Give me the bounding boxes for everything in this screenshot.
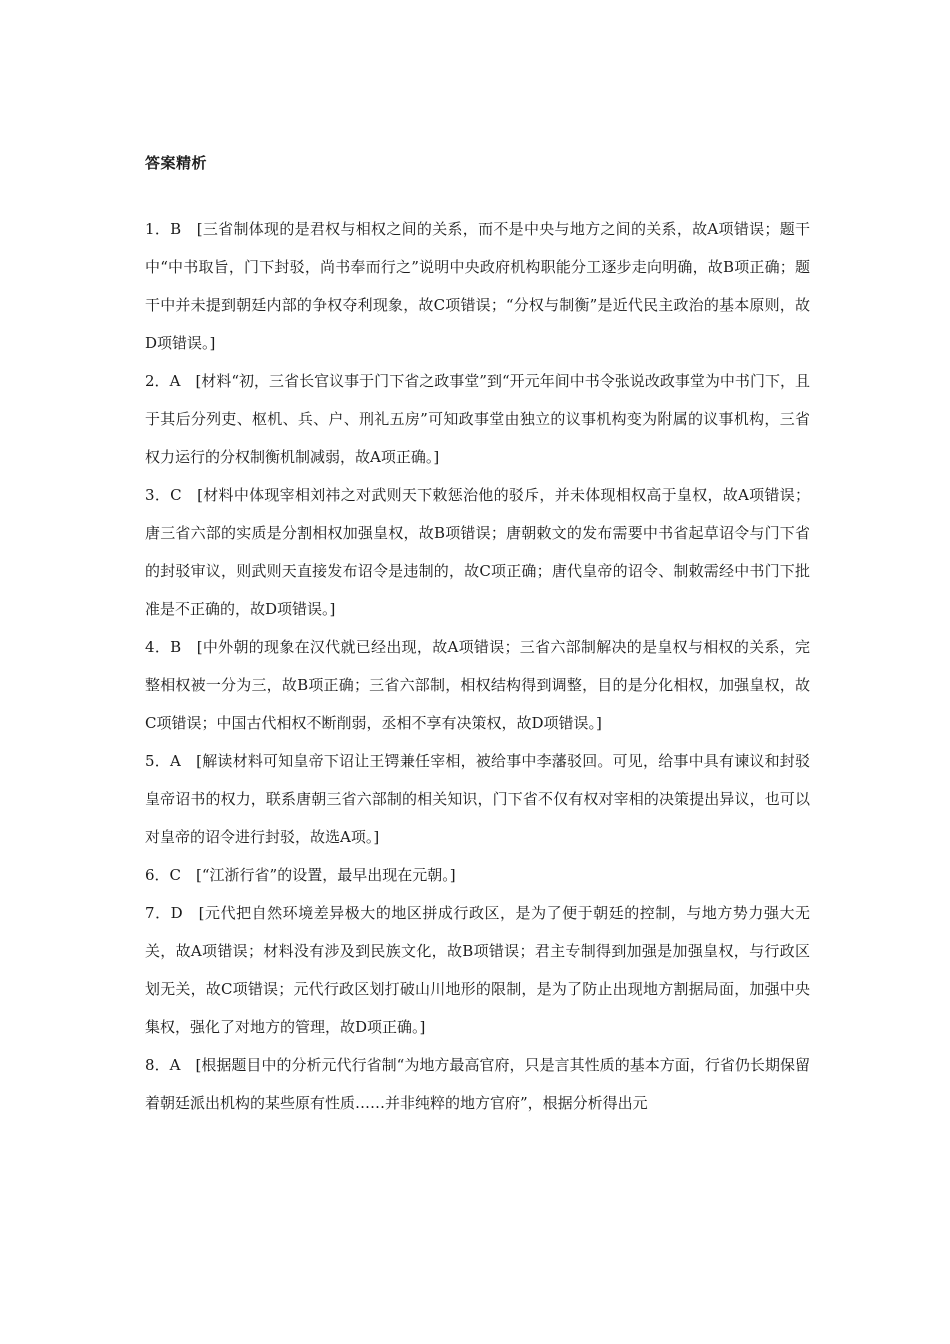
answer-item-8: 8．A [根据题目中的分析元代行省制“为地方最高官府，只是言其性质的基本方面，行省仍长期保留着朝廷派出机构的某些原有性质……并非纯粹的地方官府”，根据分析得出元 — [145, 1056, 810, 1112]
answer-list — [145, 210, 810, 1122]
answer-item-1: 1．B [三省制体现的是君权与相权之间的关系，而不是中央与地方之间的关系，故A项错误；题干中“中书取旨，门下封驳，尚书奉而行之”说明中央政府机构职能分工逐步走向明确，故B项正确；题干中并未提到朝廷内部的争权夺利现象，故C项错误；“分权与制衡”是近代民主政治的基本原则，故D项错误。] — [145, 220, 810, 352]
answer-item-7: 7．D [元代把自然环境差异极大的地区拼成行政区，是为了便于朝廷的控制，与地方势力强大无关，故A项错误；材料没有涉及到民族文化，故B项错误；君主专制得到加强是加强皇权，与行政区划无关，故C项错误；元代行政区划打破山川地形的限制，是为了防止出现地方割据局面，加强中央集权，强化了对地方的管理，故D项正确。] — [145, 904, 810, 1036]
answer-item-6: 6．C [“江浙行省”的设置，最早出现在元朝。] — [145, 866, 456, 884]
answer-item-2: 2．A [材料“初，三省长官议事于门下省之政事堂”到“开元年间中书令张说改政事堂为中书门下，且于其后分列吏、枢机、兵、户、刑礼五房”可知政事堂由独立的议事机构变为附属的议事机构，三省权力运行的分权制衡机制减弱，故A项正确。] — [145, 372, 810, 466]
answer-item-5: 5．A [解读材料可知皇帝下诏让王锷兼任宰相，被给事中李藩驳回。可见，给事中具有谏议和封驳皇帝诏书的权力，联系唐朝三省六部制的相关知识，门下省不仅有权对宰相的决策提出异议，也可以对皇帝的诏令进行封驳，故选A项。] — [145, 752, 810, 846]
answer-item-4: 4．B [中外朝的现象在汉代就已经出现，故A项错误；三省六部制解决的是皇权与相权的关系，完整相权被一分为三，故B项正确；三省六部制，相权结构得到调整，目的是分化相权，加强皇权，故C项错误；中国古代相权不断削弱，丞相不享有决策权，故D项错误。] — [145, 638, 810, 732]
answer-item-3: 3．C [材料中体现宰相刘祎之对武则天下敕惩治他的驳斥，并未体现相权高于皇权，故A项错误；唐三省六部的实质是分割相权加强皇权，故B项错误；唐朝敕文的发布需要中书省起草诏令与门下省的封驳审议，则武则天直接发布诏令是违制的，故C项正确；唐代皇帝的诏令、制敕需经中书门下批准是不正确的，故D项错误。] — [145, 486, 810, 618]
page-title: 答案精析 — [145, 154, 208, 172]
